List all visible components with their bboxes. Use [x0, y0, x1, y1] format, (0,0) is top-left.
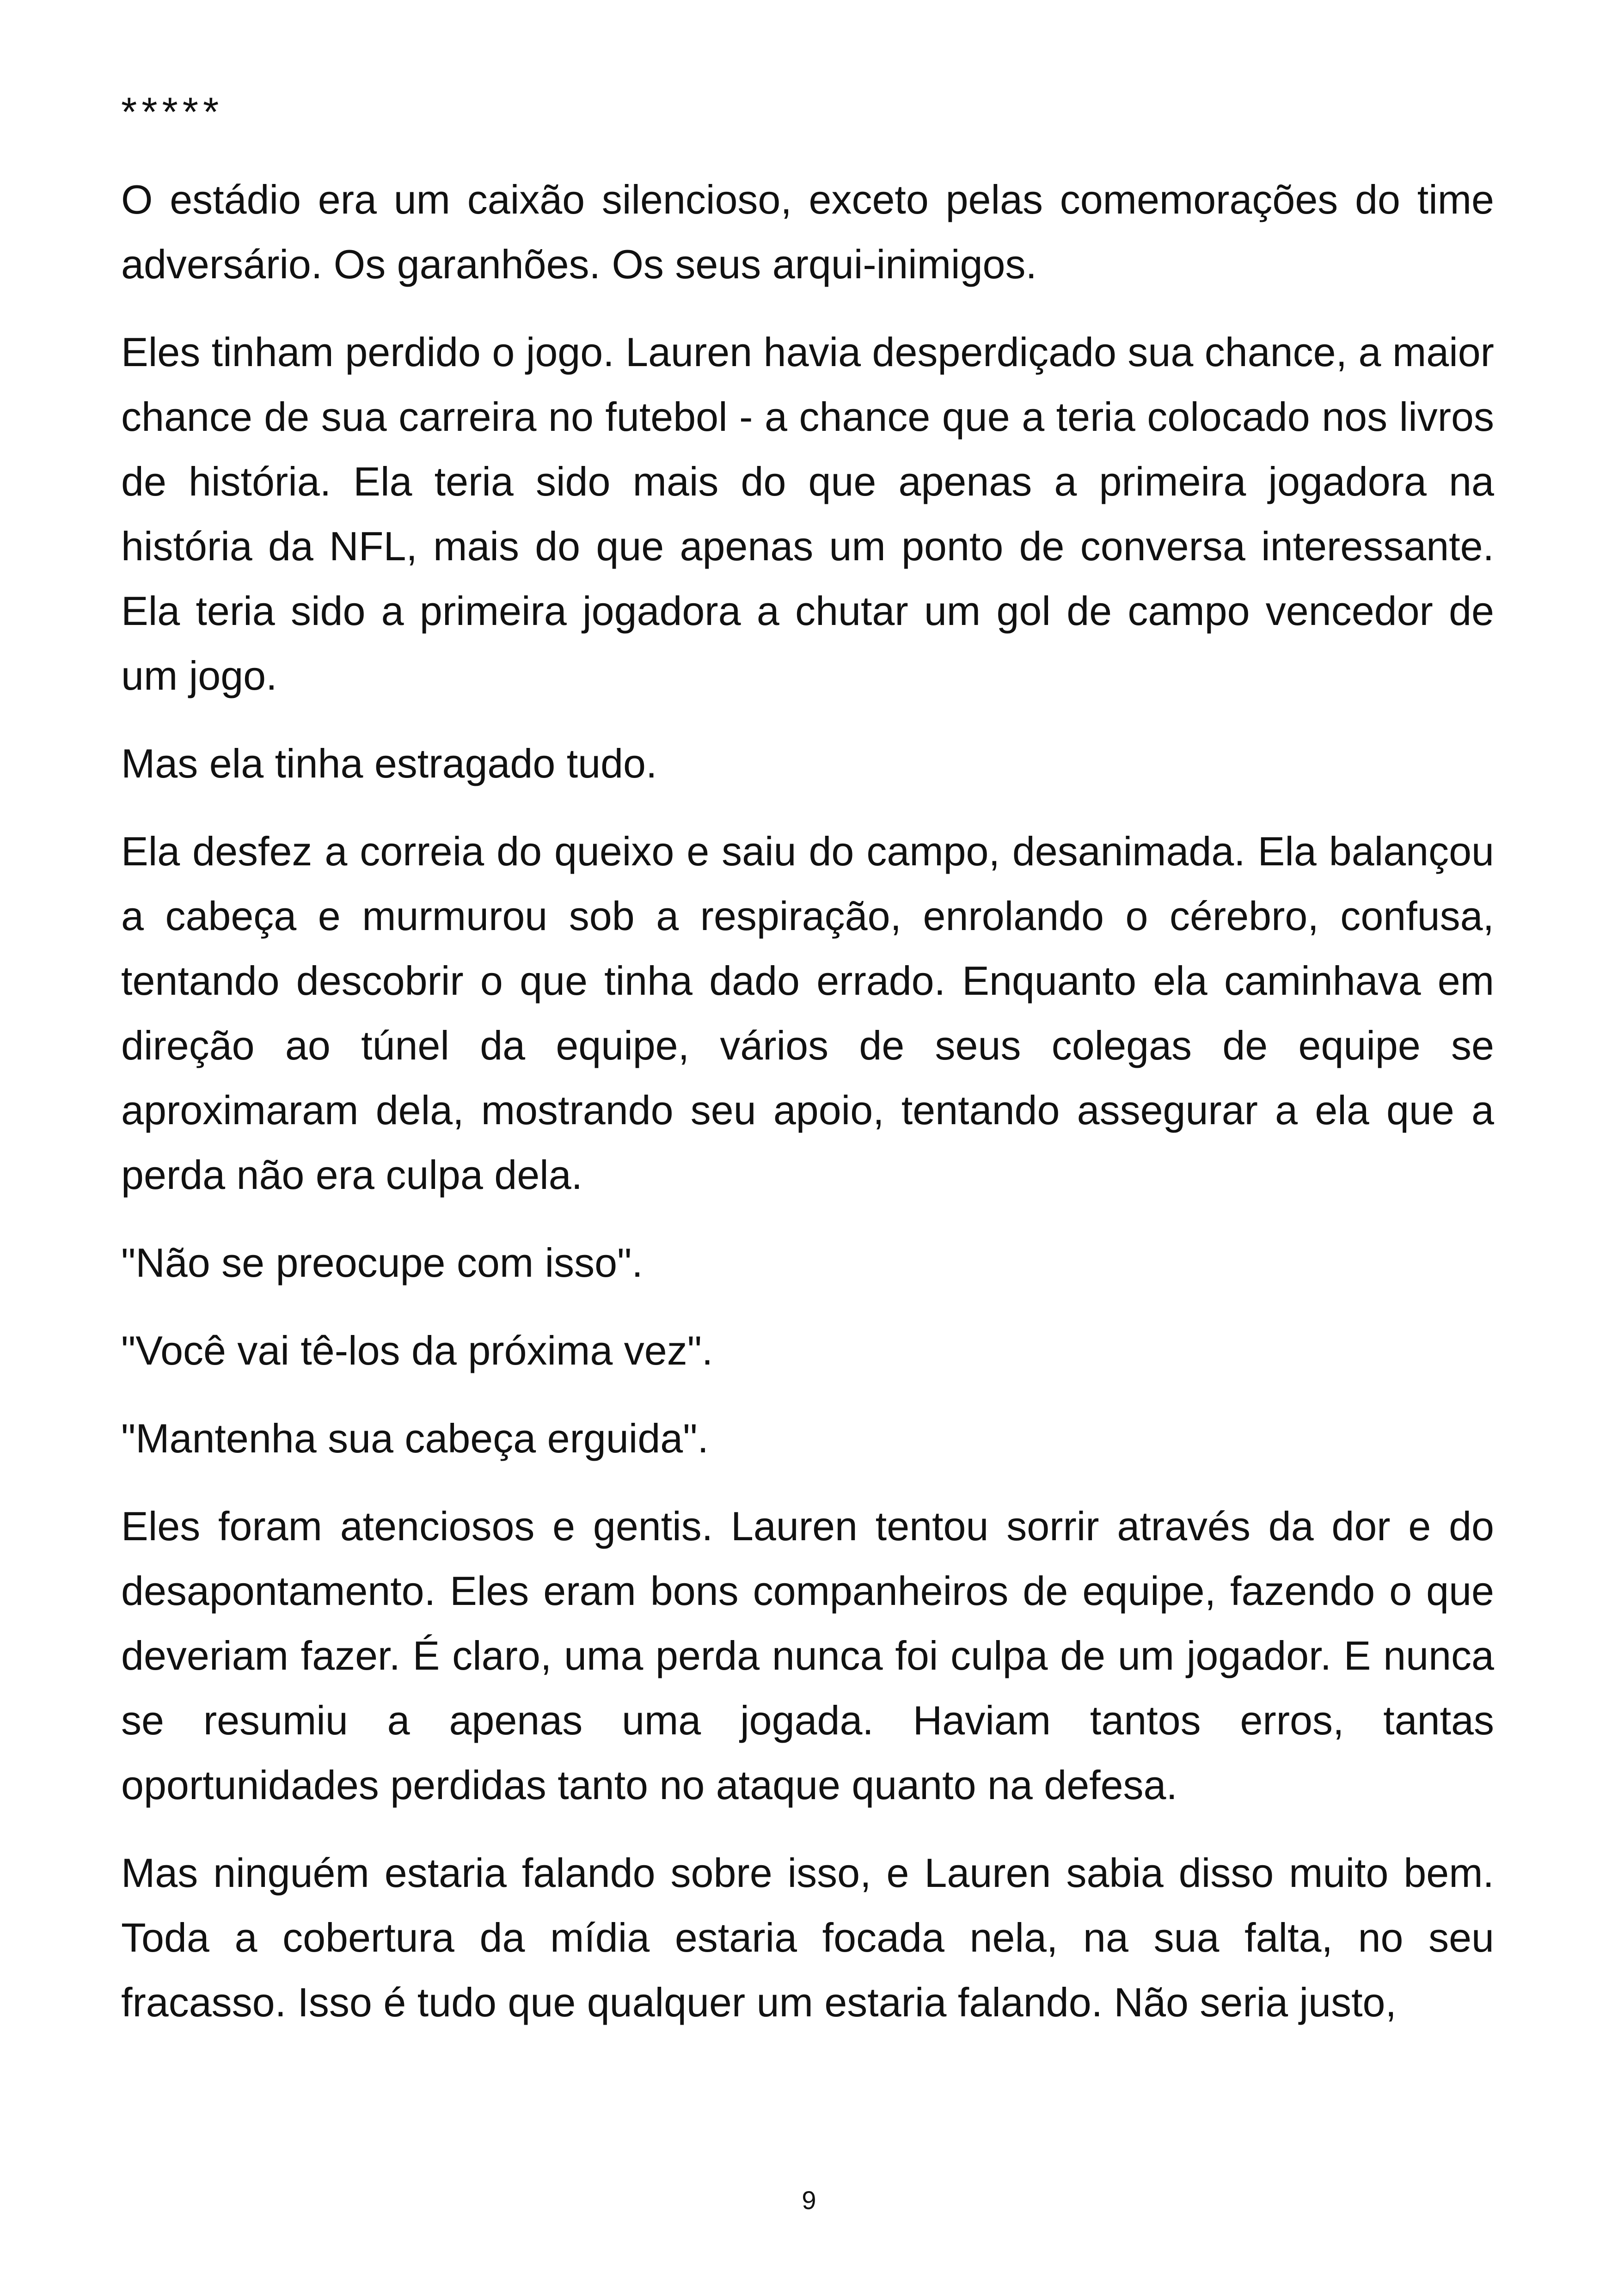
section-separator: ***** — [121, 89, 224, 135]
dialogue-line: "Não se preocupe com isso". — [121, 1240, 643, 1286]
paragraph: Ela desfez a correia do queixo e saiu do campo, desanimada. Ela balançou a cabeça e murmurou sob a respiração, enrolando o cérebro, confusa, tentando descobrir o que tinha dado errado. Enquanto ela caminhava em direção ao túnel da equipe, vários de seus colegas de equipe se aproximaram dela, mostrando seu apoio, tentando assegurar a ela que a perda não era culpa dela. — [121, 828, 1494, 1198]
page-number: 9 — [802, 2186, 816, 2215]
dialogue-line: "Você vai tê-los da próxima vez". — [121, 1328, 713, 1373]
paragraph: O estádio era um caixão silencioso, exceto pelas comemorações do time adversário. Os garanhões. Os seus arqui-inimigos. — [121, 177, 1494, 287]
paragraph: Mas ela tinha estragado tudo. — [121, 741, 657, 786]
dialogue-line: "Mantenha sua cabeça erguida". — [121, 1415, 709, 1461]
page-body — [121, 80, 1494, 2058]
paragraph: Mas ninguém estaria falando sobre isso, e Lauren sabia disso muito bem. Toda a cobertura da mídia estaria focada nela, na sua falta, no seu fracasso. Isso é tudo que qualquer um estaria falando. Não seria justo, — [121, 1850, 1494, 2025]
paragraph: Eles tinham perdido o jogo. Lauren havia desperdiçado sua chance, a maior chance de sua carreira no futebol - a chance que a teria colocado nos livros de história. Ela teria sido mais do que apenas a primeira jogadora na história da NFL, mais do que apenas um ponto de conversa interessante. Ela teria sido a primeira jogadora a chutar um gol de campo vencedor de um jogo. — [121, 329, 1494, 698]
paragraph: Eles foram atenciosos e gentis. Lauren tentou sorrir através da dor e do desapontamento. Eles eram bons companheiros de equipe, fazendo o que deveriam fazer. É claro, uma perda nunca foi culpa de um jogador. E nunca se resumiu a apenas uma jogada. Haviam tantos erros, tantas oportunidades perdidas tanto no ataque quanto na defesa. — [121, 1503, 1494, 1808]
